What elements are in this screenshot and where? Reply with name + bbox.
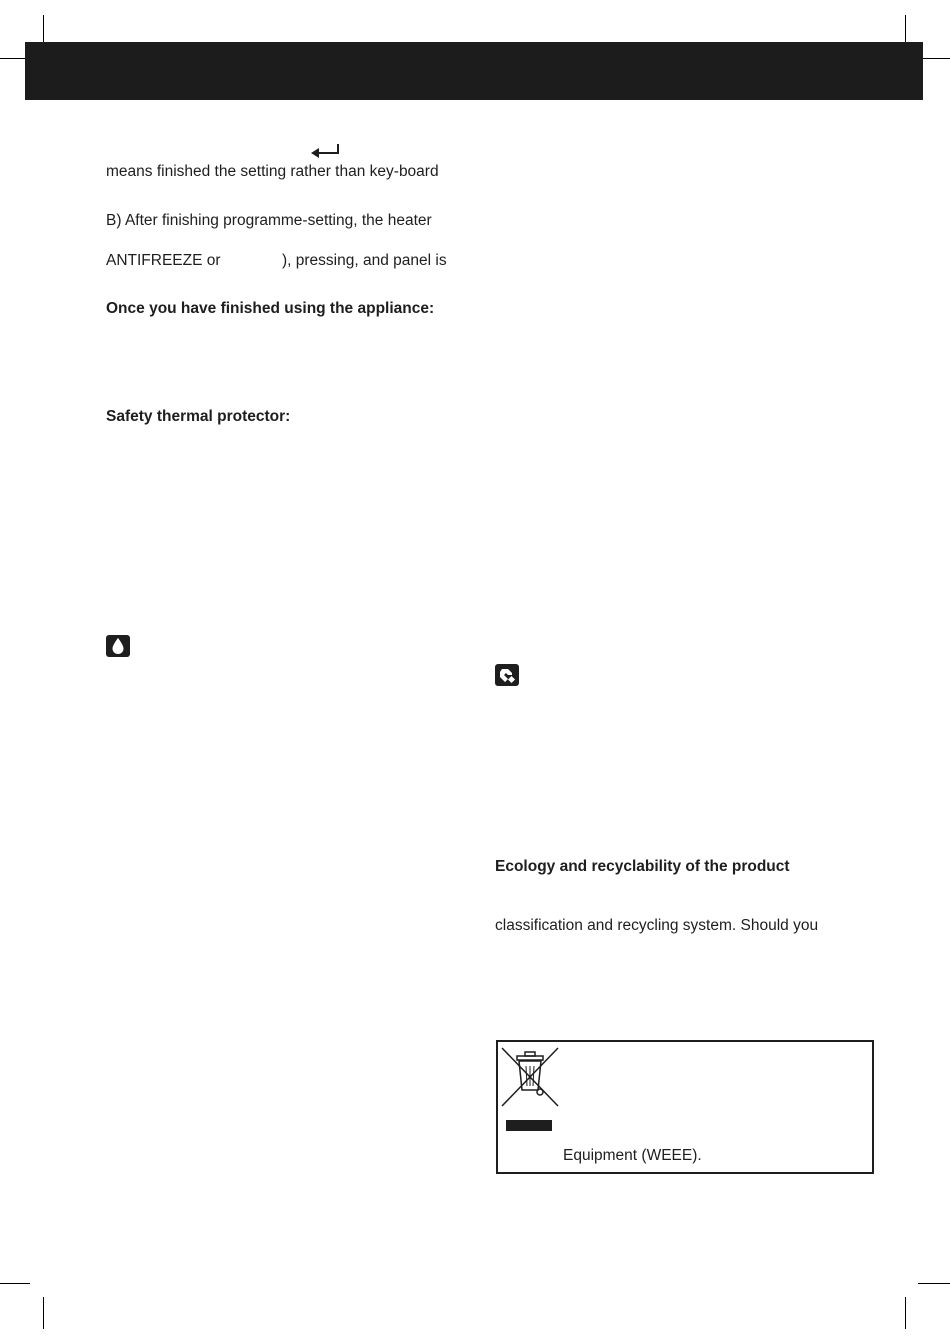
programme-setting-text: B) After finishing programme-setting, the heater bbox=[106, 212, 432, 229]
heading-ecology-recyclability: Ecology and recyclability of the product bbox=[495, 858, 790, 875]
weee-equipment-text: Equipment (WEEE). bbox=[563, 1147, 702, 1164]
weee-black-bar bbox=[506, 1120, 552, 1131]
setting-finished-text: means finished the setting rather than key-board bbox=[106, 163, 439, 180]
antifreeze-text: ANTIFREEZE or bbox=[106, 252, 221, 269]
classification-recycling-text: classification and recycling system. Should you bbox=[495, 917, 819, 934]
crop-mark-bottom-left-horizontal bbox=[0, 1283, 30, 1284]
crossed-out-wheelie-bin-icon bbox=[500, 1046, 560, 1108]
pressing-panel-text: ), pressing, and panel is bbox=[282, 252, 447, 269]
crop-mark-bottom-right-vertical bbox=[905, 1297, 906, 1329]
heading-safety-thermal-protector: Safety thermal protector: bbox=[106, 408, 291, 425]
enter-return-icon bbox=[309, 141, 341, 159]
crop-mark-bottom-left-vertical bbox=[43, 1297, 44, 1329]
header-bar bbox=[25, 42, 923, 100]
crop-mark-bottom-right-horizontal bbox=[918, 1283, 950, 1284]
heading-finished-using: Once you have finished using the appliance: bbox=[106, 300, 435, 317]
wrench-icon bbox=[495, 664, 519, 686]
water-drop-icon bbox=[106, 635, 130, 657]
